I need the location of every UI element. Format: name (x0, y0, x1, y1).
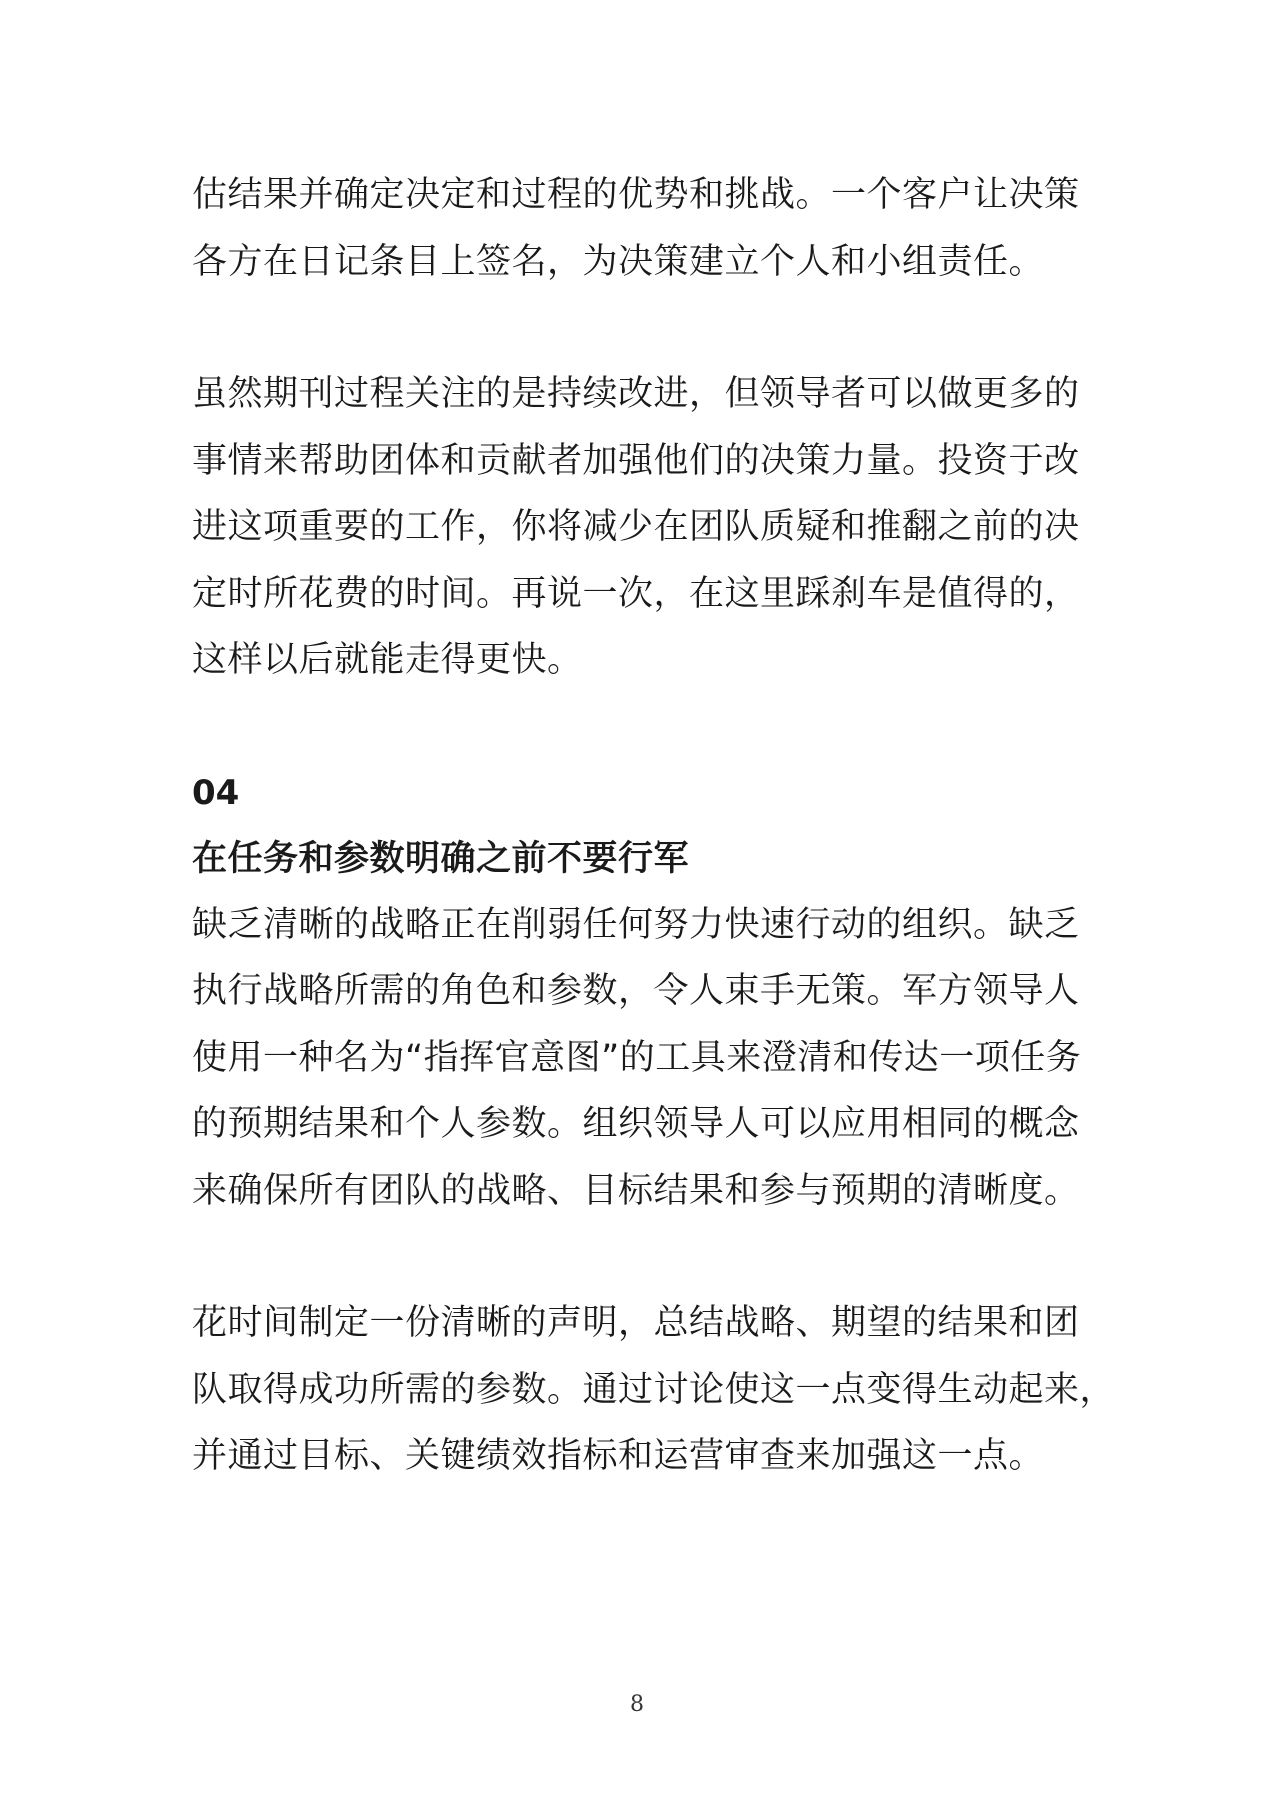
page-content (192, 162, 1116, 1490)
text-line: 各方在日记条目上签名，为决策建立个人和小组责任。 (192, 241, 1045, 282)
text-line: 执行战略所需的角色和参数，令人束手无策。军方领导人 (192, 971, 1080, 1011)
text-line: 并通过目标、关键绩效指标和运营审查来加强这一点。 (192, 1436, 1045, 1476)
paragraph-4 (192, 1290, 1116, 1490)
text-line: 花时间制定一份清晰的声明，总结战略、期望的结果和团 (192, 1303, 1080, 1343)
paragraph-spacer (192, 1224, 1092, 1290)
paragraph-spacer (192, 295, 1092, 361)
text-line: 进这项重要的工作，你将减少在团队质疑和推翻之前的决 (192, 507, 1080, 547)
paragraph-2 (192, 361, 1092, 694)
section-number: 04 (192, 772, 240, 813)
text-line: 估结果并确定决定和过程的优势和挑战。一个客户让决策 (192, 175, 1080, 215)
text-line: 来确保所有团队的战略、目标结果和参与预期的清晰度。 (192, 1170, 1080, 1211)
text-line: 的预期结果和个人参数。组织领导人可以应用相同的概念 (192, 1104, 1080, 1144)
text-line: 缺乏清晰的战略正在削弱任何努力快速行动的组织。缺乏 (192, 904, 1080, 945)
text-line: 定时所花费的时间。再说一次，在这里踩刹车是值得的， (192, 573, 1080, 614)
text-line: 虽然期刊过程关注的是持续改进，但领导者可以做更多的 (192, 374, 1080, 414)
paragraph-3 (192, 892, 1092, 1225)
text-line: 使用一种名为“指挥官意图”的工具来澄清和传达一项任务 (192, 1037, 1082, 1078)
text-line: 队取得成功所需的参数。通过讨论使这一点变得生动起来， (192, 1369, 1116, 1410)
paragraph-1 (192, 162, 1092, 295)
text-line: 事情来帮助团体和贡献者加强他们的决策力量。投资于改 (192, 440, 1080, 481)
page-number: 8 (630, 1692, 644, 1717)
section-title: 在任务和参数明确之前不要行军 (192, 838, 690, 879)
text-line: 这样以后就能走得更快。 (192, 640, 583, 680)
section-spacer (192, 694, 1092, 760)
